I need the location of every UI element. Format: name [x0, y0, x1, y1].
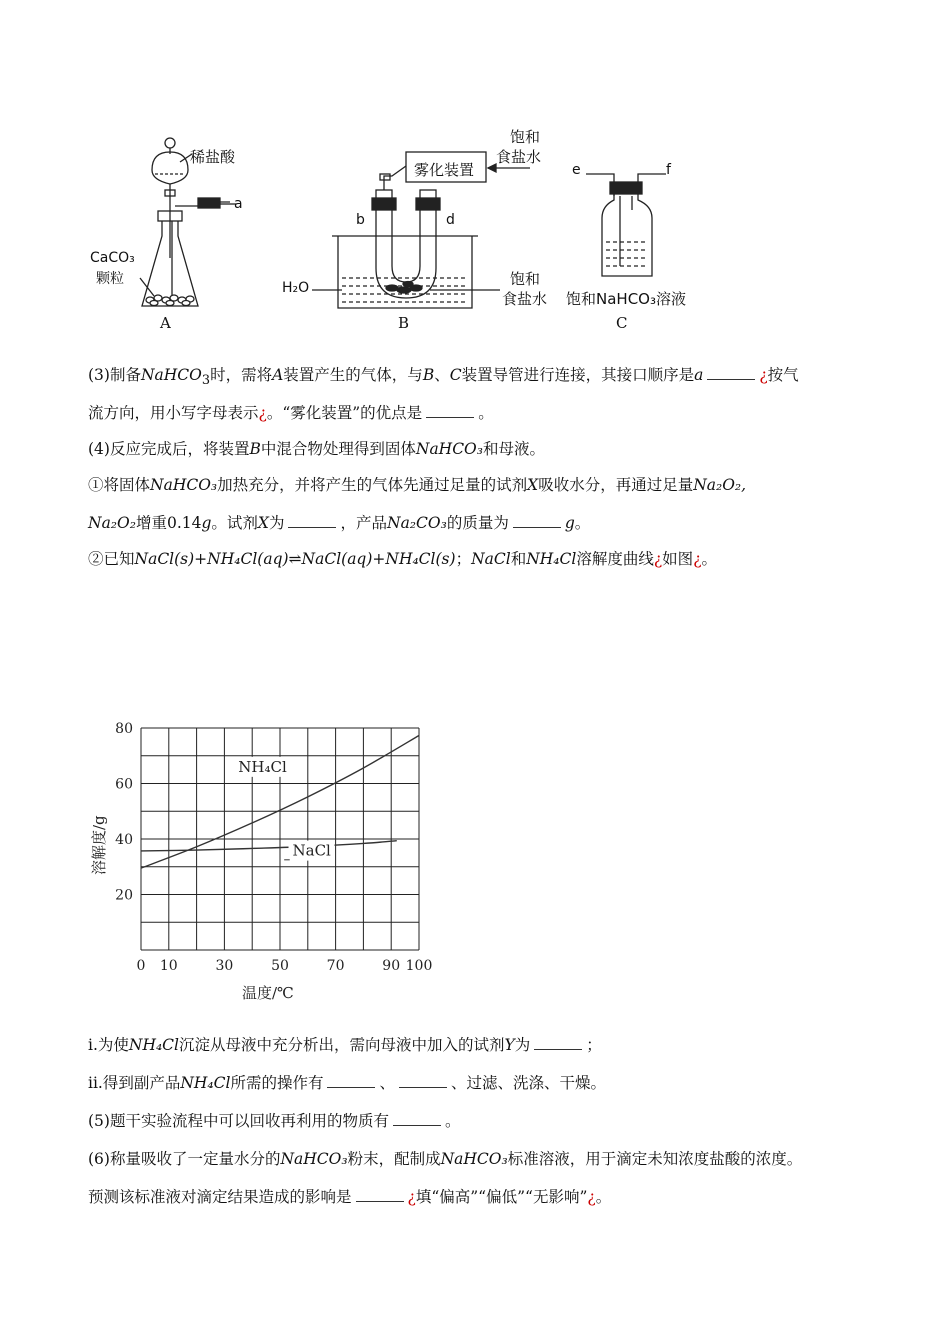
label-nahco3-solution: 饱和NaHCO₃溶液	[566, 290, 686, 308]
answer-blank-3[interactable]	[288, 513, 336, 528]
x-tick-label: 0	[136, 958, 146, 974]
answer-blank-4[interactable]	[513, 513, 561, 528]
q3-line-2: 流方向，用小写字母表示¿。“雾化装置”的优点是 。	[88, 404, 494, 422]
answer-blank-8[interactable]	[393, 1111, 441, 1126]
answer-blank-6[interactable]	[327, 1073, 375, 1088]
y-tick-label: 20	[115, 887, 133, 904]
label-port-b: b	[356, 212, 365, 228]
y-axis-label: 溶解度/g	[90, 815, 108, 875]
q4-1-line-2: Na₂O₂增重0.14g。试剂X为 ，产品Na₂CO₃的质量为 g。	[88, 514, 591, 532]
answer-blank-9[interactable]	[356, 1187, 404, 1202]
label-inner-1: 饱和	[510, 270, 541, 288]
q4-1-line-1: ①将固体NaHCO₃加热充分，并将产生的气体先通过足量的试剂X吸收水分，再通过足量Na₂O₂,	[88, 476, 747, 494]
label-water: H₂O	[282, 280, 310, 296]
x-tick-label: 100	[405, 958, 433, 974]
caption-b: B	[398, 314, 410, 332]
q4-2-line: ②已知NaCl(s)+NH₄Cl(aq)⇌NaCl(aq)+NH₄Cl(s)；NaCl和NH₄Cl溶解度曲线¿如图¿。	[88, 550, 718, 568]
caption-a: A	[160, 314, 171, 332]
qi-line: i.为使NH₄Cl沉淀从母液中充分析出，需向母液中加入的试剂Y为 ；	[88, 1036, 602, 1054]
y-tick-label: 80	[115, 721, 133, 737]
q3-line-1: (3)制备NaHCO$_3$时，需将A装置产生的气体，与B、C装置导管进行连接，其接口顺序是a ¿按气	[88, 366, 799, 389]
y-tick-label: 40	[115, 832, 133, 848]
label-feed-1: 饱和	[510, 128, 541, 146]
label-port-e: e	[572, 162, 581, 178]
q6-line-1: (6)称量吸收了一定量水分的NaHCO₃粉末，配制成NaHCO₃标准溶液，用于滴定未知浓度盐酸的浓度。	[88, 1150, 803, 1168]
answer-blank-1[interactable]	[707, 365, 755, 380]
label-inner-2: 食盐水	[502, 290, 548, 308]
answer-blank-2[interactable]	[426, 403, 474, 418]
q6-line-2: 预测该标准液对滴定结果造成的影响是 ¿填“偏高”“偏低”“无影响”¿。	[88, 1188, 612, 1206]
q4-line-1: (4)反应完成后，将装置B中混合物处理得到固体NaHCO₃和母液。	[88, 440, 545, 458]
answer-blank-7[interactable]	[399, 1073, 447, 1088]
series-line-nacl	[141, 841, 397, 851]
caption-c: C	[616, 314, 628, 332]
label-feed-2: 食盐水	[496, 148, 542, 166]
label-atomizer: 雾化装置	[414, 161, 475, 179]
label-port-f: f	[666, 162, 671, 178]
y-tick-label: 60	[115, 776, 133, 793]
label-dilute-hcl: 稀盐酸	[190, 148, 236, 166]
x-tick-label: 50	[271, 958, 289, 974]
q5-line: (5)题干实验流程中可以回收再利用的物质有 。	[88, 1112, 461, 1130]
x-tick-label: 70	[326, 958, 345, 974]
label-caco3: CaCO₃	[90, 250, 135, 266]
x-axis-label: 温度/℃	[242, 984, 294, 1002]
answer-blank-5[interactable]	[534, 1035, 582, 1050]
x-tick-label: 30	[215, 958, 234, 974]
apparatus-c	[586, 174, 666, 276]
series-label-nacl: NaCl	[292, 841, 331, 860]
label-port-d: d	[446, 212, 455, 228]
label-granules: 颗粒	[96, 271, 124, 287]
series-label-nh4cl: NH₄Cl	[238, 757, 287, 776]
x-tick-label: 90	[382, 958, 401, 974]
qii-line: ii.得到副产品NH₄Cl所需的操作有 、 、过滤、洗涤、干燥。	[88, 1074, 607, 1092]
label-port-a: a	[234, 196, 243, 212]
solubility-chart	[80, 712, 450, 1002]
x-tick-label: 10	[159, 958, 178, 974]
